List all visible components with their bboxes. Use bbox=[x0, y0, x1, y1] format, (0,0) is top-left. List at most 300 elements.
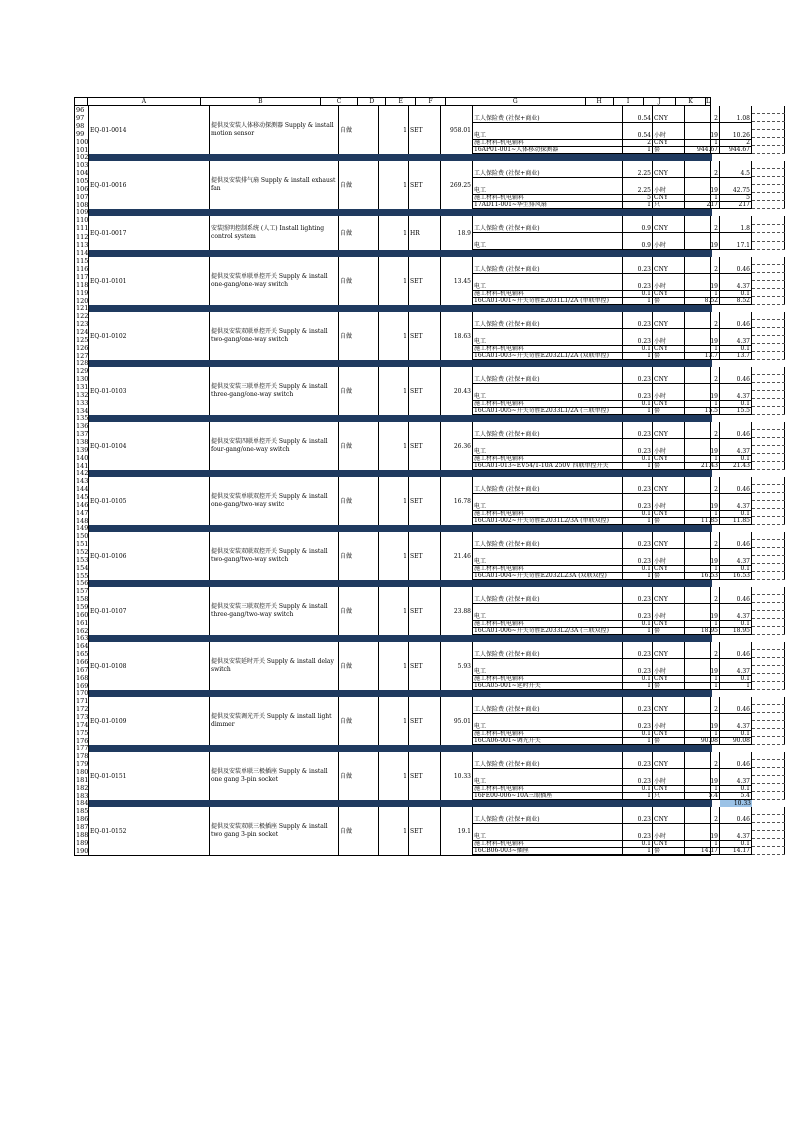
unit-cell[interactable]: SET bbox=[409, 257, 441, 305]
row-number[interactable]: 144 bbox=[76, 484, 89, 493]
cost-item-name[interactable]: 工人保险费 (社保+商业) bbox=[473, 532, 623, 548]
row-number[interactable]: 107 bbox=[76, 192, 89, 201]
cost-item-rate[interactable]: 1 bbox=[685, 683, 720, 689]
row-number[interactable]: 139 bbox=[76, 445, 89, 454]
cost-item-name[interactable]: 工人保险费 (社保+商业) bbox=[473, 697, 623, 713]
cost-item-amount[interactable]: 13.7 bbox=[720, 353, 752, 359]
cost-item-rate[interactable]: 19 bbox=[685, 494, 720, 510]
unit-cell[interactable]: SET bbox=[409, 807, 441, 855]
quantity-cell[interactable]: 1 bbox=[379, 422, 409, 470]
unit-cell[interactable]: SET bbox=[409, 477, 441, 525]
quantity-cell[interactable]: 1 bbox=[379, 367, 409, 415]
item-description-cell[interactable]: 提供及安装双联双控开关 Supply & install two-gang/two-way switch bbox=[210, 532, 339, 580]
cost-item-qty[interactable]: 0.1 bbox=[623, 566, 653, 572]
cost-item-unit[interactable]: 套 bbox=[653, 628, 685, 634]
quantity-cell[interactable]: 1 bbox=[379, 216, 409, 250]
row-number[interactable]: 179 bbox=[76, 759, 89, 768]
cost-item-qty[interactable]: 0.9 bbox=[623, 233, 653, 249]
row-number[interactable]: 174 bbox=[76, 720, 89, 729]
unit-cell[interactable]: SET bbox=[409, 752, 441, 800]
cost-item-unit[interactable]: CNY bbox=[653, 642, 685, 658]
column-header-j[interactable]: J bbox=[644, 98, 677, 105]
row-number[interactable]: 116 bbox=[76, 264, 89, 273]
cost-item-name[interactable]: 施工材料-机电辅料 bbox=[473, 346, 623, 352]
cost-item-unit[interactable]: 套 bbox=[653, 848, 685, 854]
row-number[interactable]: 184 bbox=[76, 799, 89, 807]
cost-item-name[interactable]: 电工 bbox=[473, 329, 623, 345]
cost-item-unit[interactable]: CNY bbox=[653, 367, 685, 383]
row-number[interactable]: 113 bbox=[76, 241, 89, 250]
row-number[interactable]: 142 bbox=[76, 469, 89, 477]
cost-item-unit[interactable]: CNY bbox=[653, 807, 685, 823]
cost-item-name[interactable]: 16CA01-004~开关奇胜E2032L23A (双联双控) bbox=[473, 573, 623, 579]
cost-item-rate[interactable]: 2 bbox=[685, 312, 720, 328]
cost-item-unit[interactable]: 小时 bbox=[653, 824, 685, 840]
cost-item-qty[interactable]: 0.23 bbox=[623, 477, 653, 493]
cost-item-unit[interactable]: 小时 bbox=[653, 549, 685, 565]
work-type-cell[interactable]: 自做 bbox=[339, 642, 379, 690]
row-number[interactable]: 154 bbox=[76, 563, 89, 572]
cost-item-qty[interactable]: 0.23 bbox=[623, 697, 653, 713]
cost-item-qty[interactable]: 1 bbox=[623, 518, 653, 524]
cost-item-unit[interactable]: 套 bbox=[653, 147, 685, 153]
cost-item-name[interactable]: 施工材料-机电辅料 bbox=[473, 456, 623, 462]
cost-item-name[interactable]: 工人保险费 (社保+商业) bbox=[473, 216, 623, 232]
cost-item-amount[interactable]: 4.5 bbox=[720, 161, 752, 177]
cost-item-amount[interactable]: 0.46 bbox=[720, 752, 752, 768]
cost-item-name[interactable]: 施工材料-机电辅料 bbox=[473, 195, 623, 201]
cost-item-rate[interactable]: 1 bbox=[685, 841, 720, 847]
cost-item-rate[interactable]: 2 bbox=[685, 106, 720, 122]
quantity-cell[interactable]: 1 bbox=[379, 697, 409, 745]
cost-item-qty[interactable]: 0.9 bbox=[623, 216, 653, 232]
cost-item-name[interactable]: 16CA05-001~延时开关 bbox=[473, 683, 623, 689]
cost-item-rate[interactable]: 19 bbox=[685, 384, 720, 400]
row-number[interactable]: 108 bbox=[76, 200, 89, 209]
cost-item-unit[interactable]: CNY bbox=[653, 477, 685, 493]
cost-item-name[interactable]: 16FE00-006~10A三眼插座 bbox=[473, 793, 623, 799]
unit-cell[interactable]: SET bbox=[409, 642, 441, 690]
cost-item-name[interactable]: 16CA01-002~开关奇胜E2031L2/3A (单联双控) bbox=[473, 518, 623, 524]
cost-item-qty[interactable]: 0.54 bbox=[623, 106, 653, 122]
cost-item-amount[interactable]: 4.37 bbox=[720, 549, 752, 565]
cost-item-qty[interactable]: 0.1 bbox=[623, 786, 653, 792]
cost-item-qty[interactable]: 0.23 bbox=[623, 257, 653, 273]
row-number[interactable]: 147 bbox=[76, 508, 89, 517]
item-code-cell[interactable]: EQ-01-0104 bbox=[89, 422, 210, 470]
cost-item-name[interactable]: 工人保险费 (社保+商业) bbox=[473, 312, 623, 328]
row-number[interactable]: 165 bbox=[76, 649, 89, 658]
cost-item-unit[interactable]: 套 bbox=[653, 738, 685, 744]
work-type-cell[interactable]: 自做 bbox=[339, 422, 379, 470]
item-code-cell[interactable]: EQ-01-0014 bbox=[89, 106, 210, 154]
cost-item-rate[interactable]: 1 bbox=[685, 621, 720, 627]
cost-item-qty[interactable]: 1 bbox=[623, 202, 653, 208]
cost-item-name[interactable]: 16CA01-001~开关奇胜E2031L1/2A (单联单控) bbox=[473, 298, 623, 304]
cost-item-name[interactable]: 电工 bbox=[473, 439, 623, 455]
row-number[interactable]: 170 bbox=[76, 689, 89, 697]
cost-item-amount[interactable]: 0.46 bbox=[720, 532, 752, 548]
work-type-cell[interactable]: 自做 bbox=[339, 367, 379, 415]
unit-cell[interactable]: SET bbox=[409, 367, 441, 415]
cost-item-amount[interactable]: 8.52 bbox=[720, 298, 752, 304]
row-number[interactable]: 122 bbox=[76, 312, 89, 320]
cost-item-name[interactable]: 工人保险费 (社保+商业) bbox=[473, 367, 623, 383]
column-header-e[interactable]: E bbox=[386, 98, 416, 105]
cost-item-rate[interactable]: 19 bbox=[685, 769, 720, 785]
cost-item-unit[interactable]: 套 bbox=[653, 408, 685, 414]
item-code-cell[interactable]: EQ-01-0152 bbox=[89, 807, 210, 855]
row-number[interactable]: 136 bbox=[76, 422, 89, 430]
cost-item-name[interactable]: 工人保险费 (社保+商业) bbox=[473, 161, 623, 177]
item-code-cell[interactable]: EQ-01-0109 bbox=[89, 697, 210, 745]
cost-item-name[interactable]: 工人保险费 (社保+商业) bbox=[473, 807, 623, 823]
row-number[interactable]: 167 bbox=[76, 665, 89, 674]
cost-item-qty[interactable]: 0.23 bbox=[623, 587, 653, 603]
cost-item-name[interactable]: 施工材料-机电辅料 bbox=[473, 291, 623, 297]
cost-item-amount[interactable]: 0.1 bbox=[720, 566, 752, 572]
cost-item-qty[interactable]: 0.23 bbox=[623, 367, 653, 383]
cost-item-name[interactable]: 16CA06-001~调光开关 bbox=[473, 738, 623, 744]
work-type-cell[interactable]: 自做 bbox=[339, 807, 379, 855]
cost-item-amount[interactable]: 42.75 bbox=[720, 178, 752, 194]
work-type-cell[interactable]: 自做 bbox=[339, 697, 379, 745]
cost-item-unit[interactable]: 小时 bbox=[653, 769, 685, 785]
cost-item-name[interactable]: 施工材料-机电辅料 bbox=[473, 786, 623, 792]
cost-item-rate[interactable]: 2 bbox=[685, 477, 720, 493]
cost-item-rate[interactable]: 2 bbox=[685, 807, 720, 823]
cost-item-amount[interactable]: 15.5 bbox=[720, 408, 752, 414]
cost-item-unit[interactable]: CNY bbox=[653, 697, 685, 713]
cost-item-amount[interactable]: 4.37 bbox=[720, 714, 752, 730]
item-description-cell[interactable]: 提供及安装延时开关 Supply & install delay switch bbox=[210, 642, 339, 690]
cost-item-qty[interactable]: 0.1 bbox=[623, 841, 653, 847]
cost-item-name[interactable]: 电工 bbox=[473, 714, 623, 730]
column-l-cells[interactable] bbox=[752, 752, 785, 800]
cost-item-qty[interactable]: 1 bbox=[623, 298, 653, 304]
cost-item-unit[interactable]: 小时 bbox=[653, 274, 685, 290]
item-description-cell[interactable]: 提供及安装排气扇 Supply & install exhaust fan bbox=[210, 161, 339, 209]
cost-item-name[interactable]: 电工 bbox=[473, 824, 623, 840]
cost-item-unit[interactable]: CNY bbox=[653, 676, 685, 682]
quantity-cell[interactable]: 1 bbox=[379, 532, 409, 580]
item-description-cell[interactable]: 安装照明控制系统 (人工) Install lighting control system bbox=[210, 216, 339, 250]
cost-item-unit[interactable]: CNY bbox=[653, 346, 685, 352]
cost-item-name[interactable]: 电工 bbox=[473, 178, 623, 194]
work-type-cell[interactable]: 自做 bbox=[339, 106, 379, 154]
quantity-cell[interactable]: 1 bbox=[379, 161, 409, 209]
cost-item-qty[interactable]: 0.1 bbox=[623, 731, 653, 737]
row-number[interactable]: 112 bbox=[76, 232, 89, 241]
cost-item-amount[interactable]: 0.46 bbox=[720, 422, 752, 438]
cost-item-unit[interactable]: 套 bbox=[653, 298, 685, 304]
cost-item-rate[interactable]: 18.95 bbox=[685, 628, 720, 634]
cost-item-amount[interactable]: 944.67 bbox=[720, 147, 752, 153]
cost-item-name[interactable]: 电工 bbox=[473, 549, 623, 565]
cost-item-amount[interactable]: 4.37 bbox=[720, 604, 752, 620]
cost-item-name[interactable]: 16CB06-003~插座 bbox=[473, 848, 623, 854]
cost-item-qty[interactable]: 0.23 bbox=[623, 769, 653, 785]
work-type-cell[interactable]: 自做 bbox=[339, 587, 379, 635]
cost-item-qty[interactable]: 0.23 bbox=[623, 494, 653, 510]
column-header-g[interactable]: G bbox=[446, 98, 586, 105]
cost-item-amount[interactable]: 21.43 bbox=[720, 463, 752, 469]
cost-item-amount[interactable]: 0.1 bbox=[720, 786, 752, 792]
cost-item-unit[interactable]: 小时 bbox=[653, 659, 685, 675]
cost-item-qty[interactable]: 0.23 bbox=[623, 824, 653, 840]
cost-item-name[interactable]: 16CA01-005~开关奇胜E2033L1/2A (三联单控) bbox=[473, 408, 623, 414]
row-number[interactable]: 129 bbox=[76, 367, 89, 375]
cost-item-amount[interactable]: 0.1 bbox=[720, 841, 752, 847]
highlighted-total-cell[interactable]: 10.33 bbox=[720, 800, 752, 807]
row-number[interactable]: 176 bbox=[76, 736, 89, 745]
cost-item-name[interactable]: 电工 bbox=[473, 274, 623, 290]
cost-item-qty[interactable]: 0.23 bbox=[623, 274, 653, 290]
quantity-cell[interactable]: 1 bbox=[379, 477, 409, 525]
quantity-cell[interactable]: 1 bbox=[379, 807, 409, 855]
column-header-k[interactable]: K bbox=[676, 98, 706, 105]
cost-item-rate[interactable]: 19 bbox=[685, 233, 720, 249]
cost-item-name[interactable]: 工人保险费 (社保+商业) bbox=[473, 587, 623, 603]
row-number[interactable]: 189 bbox=[76, 838, 89, 847]
cost-item-unit[interactable]: CNY bbox=[653, 161, 685, 177]
cost-item-amount[interactable]: 14.17 bbox=[720, 848, 752, 854]
cost-item-name[interactable]: 工人保险费 (社保+商业) bbox=[473, 752, 623, 768]
unit-cell[interactable]: SET bbox=[409, 587, 441, 635]
cost-item-rate[interactable]: 2 bbox=[685, 642, 720, 658]
cost-item-rate[interactable]: 2 bbox=[685, 532, 720, 548]
row-number[interactable]: 123 bbox=[76, 319, 89, 328]
cost-item-rate[interactable]: 19 bbox=[685, 659, 720, 675]
cost-item-qty[interactable]: 2.25 bbox=[623, 161, 653, 177]
column-l-cells[interactable] bbox=[752, 257, 785, 305]
row-number[interactable]: 177 bbox=[76, 744, 89, 752]
unit-price-cell[interactable]: 5.93 bbox=[441, 642, 473, 690]
row-number[interactable]: 137 bbox=[76, 429, 89, 438]
row-number[interactable]: 103 bbox=[76, 161, 89, 169]
unit-cell[interactable]: SET bbox=[409, 697, 441, 745]
cost-item-qty[interactable]: 1 bbox=[623, 573, 653, 579]
cost-item-unit[interactable]: CNY bbox=[653, 401, 685, 407]
cost-item-name[interactable]: 电工 bbox=[473, 233, 623, 249]
cost-item-name[interactable]: 电工 bbox=[473, 604, 623, 620]
cost-item-unit[interactable]: CNY bbox=[653, 532, 685, 548]
cost-item-amount[interactable]: 18.95 bbox=[720, 628, 752, 634]
cost-item-name[interactable]: 施工材料-机电辅料 bbox=[473, 401, 623, 407]
row-number[interactable]: 138 bbox=[76, 437, 89, 446]
row-number[interactable]: 153 bbox=[76, 555, 89, 564]
cost-item-amount[interactable]: 1.8 bbox=[720, 216, 752, 232]
row-number[interactable]: 149 bbox=[76, 524, 89, 532]
cost-item-qty[interactable]: 0.23 bbox=[623, 312, 653, 328]
cost-item-rate[interactable]: 19 bbox=[685, 329, 720, 345]
row-number[interactable]: 161 bbox=[76, 618, 89, 627]
column-header-a[interactable]: A bbox=[88, 98, 201, 105]
cost-item-amount[interactable]: 4.37 bbox=[720, 274, 752, 290]
cost-item-unit[interactable]: 只 bbox=[653, 202, 685, 208]
item-code-cell[interactable]: EQ-01-0103 bbox=[89, 367, 210, 415]
row-number[interactable]: 158 bbox=[76, 594, 89, 603]
cost-item-qty[interactable]: 1 bbox=[623, 683, 653, 689]
cost-item-amount[interactable]: 0.46 bbox=[720, 587, 752, 603]
row-number[interactable]: 130 bbox=[76, 374, 89, 383]
cost-item-qty[interactable]: 0.23 bbox=[623, 384, 653, 400]
unit-price-cell[interactable]: 18.63 bbox=[441, 312, 473, 360]
cost-item-amount[interactable]: 4.37 bbox=[720, 659, 752, 675]
cost-item-rate[interactable]: 1 bbox=[685, 291, 720, 297]
row-number[interactable]: 97 bbox=[76, 113, 85, 122]
row-number[interactable]: 148 bbox=[76, 516, 89, 525]
cost-item-qty[interactable]: 0.1 bbox=[623, 291, 653, 297]
row-number[interactable]: 106 bbox=[76, 184, 89, 193]
item-code-cell[interactable]: EQ-01-0151 bbox=[89, 752, 210, 800]
cost-item-rate[interactable]: 19 bbox=[685, 274, 720, 290]
cost-item-amount[interactable]: 0.1 bbox=[720, 346, 752, 352]
item-code-cell[interactable]: EQ-01-0102 bbox=[89, 312, 210, 360]
row-number[interactable]: 159 bbox=[76, 602, 89, 611]
cost-item-amount[interactable]: 0.1 bbox=[720, 676, 752, 682]
row-number[interactable]: 135 bbox=[76, 414, 89, 422]
item-code-cell[interactable]: EQ-01-0108 bbox=[89, 642, 210, 690]
corner-cell[interactable] bbox=[75, 98, 88, 105]
row-number[interactable]: 185 bbox=[76, 807, 89, 815]
cost-item-amount[interactable]: 0.46 bbox=[720, 807, 752, 823]
cost-item-name[interactable]: 17AD11-001~华生排风扇 bbox=[473, 202, 623, 208]
cost-item-unit[interactable]: 小时 bbox=[653, 123, 685, 139]
cost-item-unit[interactable]: CNY bbox=[653, 786, 685, 792]
cost-item-rate[interactable]: 2 bbox=[685, 752, 720, 768]
item-description-cell[interactable]: 提供及安装三联双控开关 Supply & install three-gang/two-way switch bbox=[210, 587, 339, 635]
row-number[interactable]: 169 bbox=[76, 681, 89, 690]
row-number[interactable]: 115 bbox=[76, 257, 89, 265]
cost-item-unit[interactable]: 小时 bbox=[653, 233, 685, 249]
column-header-b[interactable]: B bbox=[201, 98, 321, 105]
item-description-cell[interactable]: 提供及安装调光开关 Supply & install light dimmer bbox=[210, 697, 339, 745]
row-number[interactable]: 151 bbox=[76, 539, 89, 548]
cost-item-unit[interactable]: 套 bbox=[653, 518, 685, 524]
row-number[interactable]: 119 bbox=[76, 288, 89, 297]
row-number[interactable]: 133 bbox=[76, 398, 89, 407]
cost-item-unit[interactable]: CNY bbox=[653, 841, 685, 847]
cost-item-rate[interactable]: 1 bbox=[685, 731, 720, 737]
cost-item-unit[interactable]: 小时 bbox=[653, 178, 685, 194]
cost-item-unit[interactable]: 小时 bbox=[653, 494, 685, 510]
cost-item-amount[interactable]: 0.46 bbox=[720, 257, 752, 273]
row-number[interactable]: 125 bbox=[76, 335, 89, 344]
cost-item-qty[interactable]: 1 bbox=[623, 463, 653, 469]
cost-item-amount[interactable]: 217 bbox=[720, 202, 752, 208]
row-number[interactable]: 162 bbox=[76, 626, 89, 635]
cost-item-amount[interactable]: 17.1 bbox=[720, 233, 752, 249]
unit-cell[interactable]: SET bbox=[409, 532, 441, 580]
unit-price-cell[interactable]: 18.9 bbox=[441, 216, 473, 250]
cost-item-amount[interactable]: 90.08 bbox=[720, 738, 752, 744]
unit-cell[interactable]: SET bbox=[409, 161, 441, 209]
cost-item-amount[interactable]: 0.1 bbox=[720, 401, 752, 407]
row-number[interactable]: 163 bbox=[76, 634, 89, 642]
item-code-cell[interactable]: EQ-01-0106 bbox=[89, 532, 210, 580]
unit-price-cell[interactable]: 21.46 bbox=[441, 532, 473, 580]
cost-item-qty[interactable]: 0.23 bbox=[623, 659, 653, 675]
unit-price-cell[interactable]: 20.43 bbox=[441, 367, 473, 415]
cost-item-rate[interactable]: 19 bbox=[685, 123, 720, 139]
column-l-cells[interactable] bbox=[752, 532, 785, 580]
cost-item-amount[interactable]: 5 bbox=[720, 195, 752, 201]
column-l-cells[interactable] bbox=[752, 312, 785, 360]
cost-item-rate[interactable]: 1 bbox=[685, 511, 720, 517]
cost-item-unit[interactable]: CNY bbox=[653, 456, 685, 462]
row-number[interactable]: 146 bbox=[76, 500, 89, 509]
column-l-cells[interactable] bbox=[752, 697, 785, 745]
row-number[interactable]: 172 bbox=[76, 704, 89, 713]
cost-item-amount[interactable]: 0.1 bbox=[720, 291, 752, 297]
cost-item-amount[interactable]: 4.37 bbox=[720, 384, 752, 400]
row-number[interactable]: 121 bbox=[76, 304, 89, 312]
item-description-cell[interactable]: 提供及安装双联三极插座 Supply & install two gang 3-pin socket bbox=[210, 807, 339, 855]
cost-item-rate[interactable]: 1 bbox=[685, 786, 720, 792]
row-number[interactable]: 109 bbox=[76, 208, 89, 216]
item-description-cell[interactable]: 提供及安装人体移动探测器 Supply & install motion sensor bbox=[210, 106, 339, 154]
cost-item-rate[interactable]: 14.17 bbox=[685, 848, 720, 854]
cost-item-amount[interactable]: 4.37 bbox=[720, 439, 752, 455]
cost-item-rate[interactable]: 11.85 bbox=[685, 518, 720, 524]
cost-item-rate[interactable]: 1 bbox=[685, 195, 720, 201]
cost-item-rate[interactable]: 15.5 bbox=[685, 408, 720, 414]
cost-item-name[interactable]: 工人保险费 (社保+商业) bbox=[473, 106, 623, 122]
cost-item-qty[interactable]: 0.23 bbox=[623, 549, 653, 565]
row-number[interactable]: 120 bbox=[76, 296, 89, 305]
row-number[interactable]: 173 bbox=[76, 712, 89, 721]
cost-item-unit[interactable]: CNY bbox=[653, 195, 685, 201]
cost-item-qty[interactable]: 0.1 bbox=[623, 621, 653, 627]
work-type-cell[interactable]: 自做 bbox=[339, 532, 379, 580]
cost-item-unit[interactable]: 套 bbox=[653, 683, 685, 689]
cost-item-unit[interactable]: 小时 bbox=[653, 384, 685, 400]
cost-item-name[interactable]: 施工材料-机电辅料 bbox=[473, 731, 623, 737]
column-header-i[interactable]: I bbox=[614, 98, 644, 105]
row-number[interactable]: 188 bbox=[76, 830, 89, 839]
cost-item-name[interactable]: 电工 bbox=[473, 494, 623, 510]
cost-item-rate[interactable]: 13.7 bbox=[685, 353, 720, 359]
quantity-cell[interactable]: 1 bbox=[379, 752, 409, 800]
work-type-cell[interactable]: 自做 bbox=[339, 257, 379, 305]
row-number[interactable]: 175 bbox=[76, 728, 89, 737]
cost-item-name[interactable]: 16CA01-006~开关奇胜E2033L2/3A (三联双控) bbox=[473, 628, 623, 634]
cost-item-unit[interactable]: CNY bbox=[653, 731, 685, 737]
row-number[interactable]: 168 bbox=[76, 673, 89, 682]
unit-price-cell[interactable]: 269.25 bbox=[441, 161, 473, 209]
cost-item-qty[interactable]: 0.23 bbox=[623, 422, 653, 438]
cost-item-unit[interactable]: CNY bbox=[653, 566, 685, 572]
row-number[interactable]: 114 bbox=[76, 249, 89, 257]
row-number[interactable]: 178 bbox=[76, 752, 89, 760]
item-description-cell[interactable]: 提供及安装四联单控开关 Supply & install four-gang/one-way switch bbox=[210, 422, 339, 470]
column-l-cells[interactable] bbox=[752, 367, 785, 415]
cost-item-qty[interactable]: 0.23 bbox=[623, 642, 653, 658]
cost-item-amount[interactable]: 4.37 bbox=[720, 494, 752, 510]
cost-item-amount[interactable]: 5.4 bbox=[720, 793, 752, 799]
cost-item-unit[interactable]: CNY bbox=[653, 587, 685, 603]
cost-item-unit[interactable]: 小时 bbox=[653, 439, 685, 455]
cost-item-rate[interactable]: 1 bbox=[685, 346, 720, 352]
column-header-h[interactable]: H bbox=[586, 98, 614, 105]
cost-item-qty[interactable]: 1 bbox=[623, 408, 653, 414]
cost-item-qty[interactable]: 1 bbox=[623, 147, 653, 153]
cost-item-amount[interactable]: 0.46 bbox=[720, 367, 752, 383]
cost-item-name[interactable]: 施工材料-机电辅料 bbox=[473, 140, 623, 146]
cost-item-amount[interactable]: 1.08 bbox=[720, 106, 752, 122]
cost-item-qty[interactable]: 0.1 bbox=[623, 401, 653, 407]
